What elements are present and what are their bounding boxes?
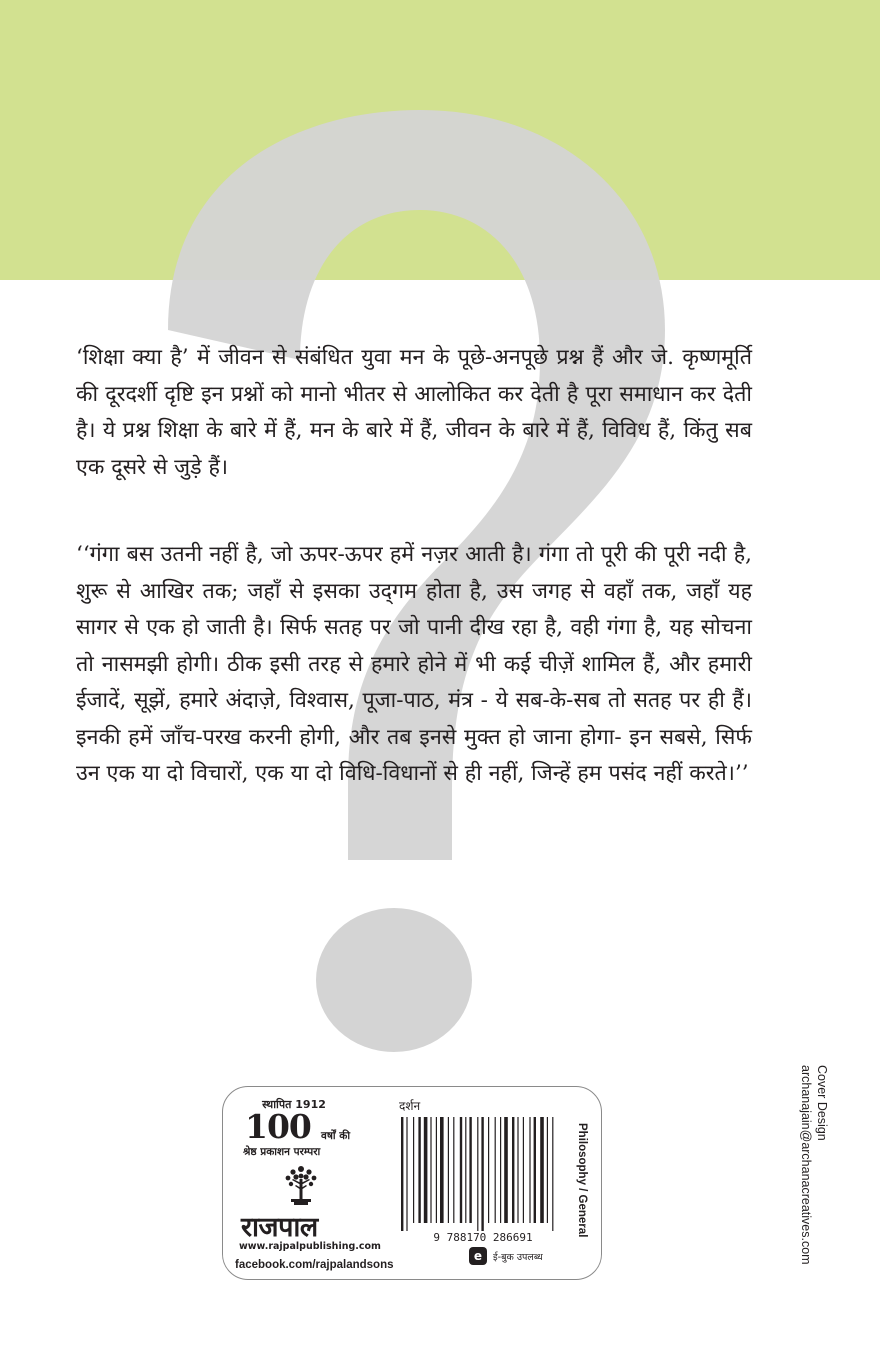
barcode-bar — [477, 1117, 478, 1231]
publisher-website: www.rajpalpublishing.com — [239, 1241, 381, 1252]
publisher-block — [235, 1095, 385, 1275]
barcode-bar — [406, 1117, 407, 1231]
barcode-bar — [448, 1117, 449, 1223]
barcode-bar — [534, 1117, 536, 1223]
barcode-bar — [481, 1117, 483, 1231]
barcode-bar — [500, 1117, 501, 1223]
ebook-icon: e — [469, 1247, 487, 1265]
ebook-available-text: ई-बुक उपलब्ध — [493, 1252, 543, 1263]
barcode-bar — [413, 1117, 414, 1223]
cover-design-credit — [798, 1065, 830, 1265]
barcode-bar — [529, 1117, 530, 1223]
years-number: 100 — [245, 1107, 311, 1146]
quote-paragraph: ‘‘गंगा बस उतनी नहीं है, जो ऊपर-ऊपर हमें नज़र आती है। गंगा तो पूरी की पूरी नदी है, शुरू से आखिर तक; जहाँ से इसका उद्‌गम होता है, उस जगह से वहाँ तक, जहाँ यह सागर से एक हो जाती है। सिर्फ सतह पर जो पानी दीख रहा है, वही गंगा है, यह सोचना तो नासमझी होगी। ठीक इसी तरह से हमारे होने में भी कई चीज़ें शामिल हैं, और हमारी ईजादें, सूझें, हमारे अंदाज़े, विश्वास, पूजा-पाठ, मंत्र - ये सब-के-सब तो सतह पर ही हैं। इनकी हमें जाँच-परख करनी होगी, और तब इनसे मुक्त हो जाना होगा- इन सबसे, सिर्फ उन एक या दो विचारों, एक या दो विधि-विधानों से ही नहीं, जिन्हें हम पसंद नहीं करते।’’ — [76, 542, 752, 786]
barcode-bar — [453, 1117, 454, 1223]
isbn-barcode — [399, 1117, 567, 1245]
facebook-link: facebook.com/rajpalandsons — [235, 1259, 394, 1271]
barcode-bar — [523, 1117, 524, 1223]
category-english: Philosophy / General — [576, 1123, 588, 1238]
barcode-bar — [430, 1117, 431, 1223]
barcode-bar — [495, 1117, 496, 1223]
publisher-barcode-box — [222, 1086, 602, 1280]
tree-logo-icon — [281, 1163, 321, 1207]
barcode-bar — [552, 1117, 553, 1231]
barcode-bar — [469, 1117, 471, 1223]
barcode-bar — [460, 1117, 462, 1223]
barcode-bar — [540, 1117, 544, 1223]
years-word: वर्षों की — [321, 1130, 351, 1142]
barcode-bar — [517, 1117, 518, 1223]
barcode-bar — [440, 1117, 444, 1223]
isbn-digits: 9 788170 286691 — [433, 1231, 533, 1244]
barcode-bar — [401, 1117, 403, 1231]
barcode-bar — [504, 1117, 508, 1223]
credit-label: Cover Design — [815, 1065, 829, 1141]
publisher-logo-text: राजपाल — [241, 1212, 318, 1243]
barcode-bar — [465, 1117, 466, 1223]
established-text: स्थापित 1912 — [262, 1098, 326, 1111]
barcode-bar — [418, 1117, 420, 1223]
category-hindi: दर्शन — [399, 1099, 421, 1113]
barcode-bar — [488, 1117, 489, 1223]
barcode-bar — [512, 1117, 514, 1223]
blurb-paragraph: ‘शिक्षा क्या है’ में जीवन से संबंधित युवा मन के पूछे-अनपूछे प्रश्न हैं और जे. कृष्णमूर्ति की दूरदर्शी दृष्टि इन प्रश्नों को मानो भीतर से आलोकित कर देती है पूरा समाधान कर देती है। ये प्रश्न शिक्षा के बारे में हैं, मन के बारे में हैं, जीवन के बारे में हैं, विविध हैं, किंतु सब एक दूसरे से जुड़े हैं। — [76, 345, 752, 480]
barcode-bar — [436, 1117, 437, 1223]
publisher-tagline: श्रेष्ठ प्रकाशन परम्परा — [243, 1146, 321, 1158]
barcode-bar — [547, 1117, 548, 1223]
credit-email: archanajain@archanacreatives.com — [799, 1065, 813, 1265]
barcode-bar — [424, 1117, 428, 1223]
